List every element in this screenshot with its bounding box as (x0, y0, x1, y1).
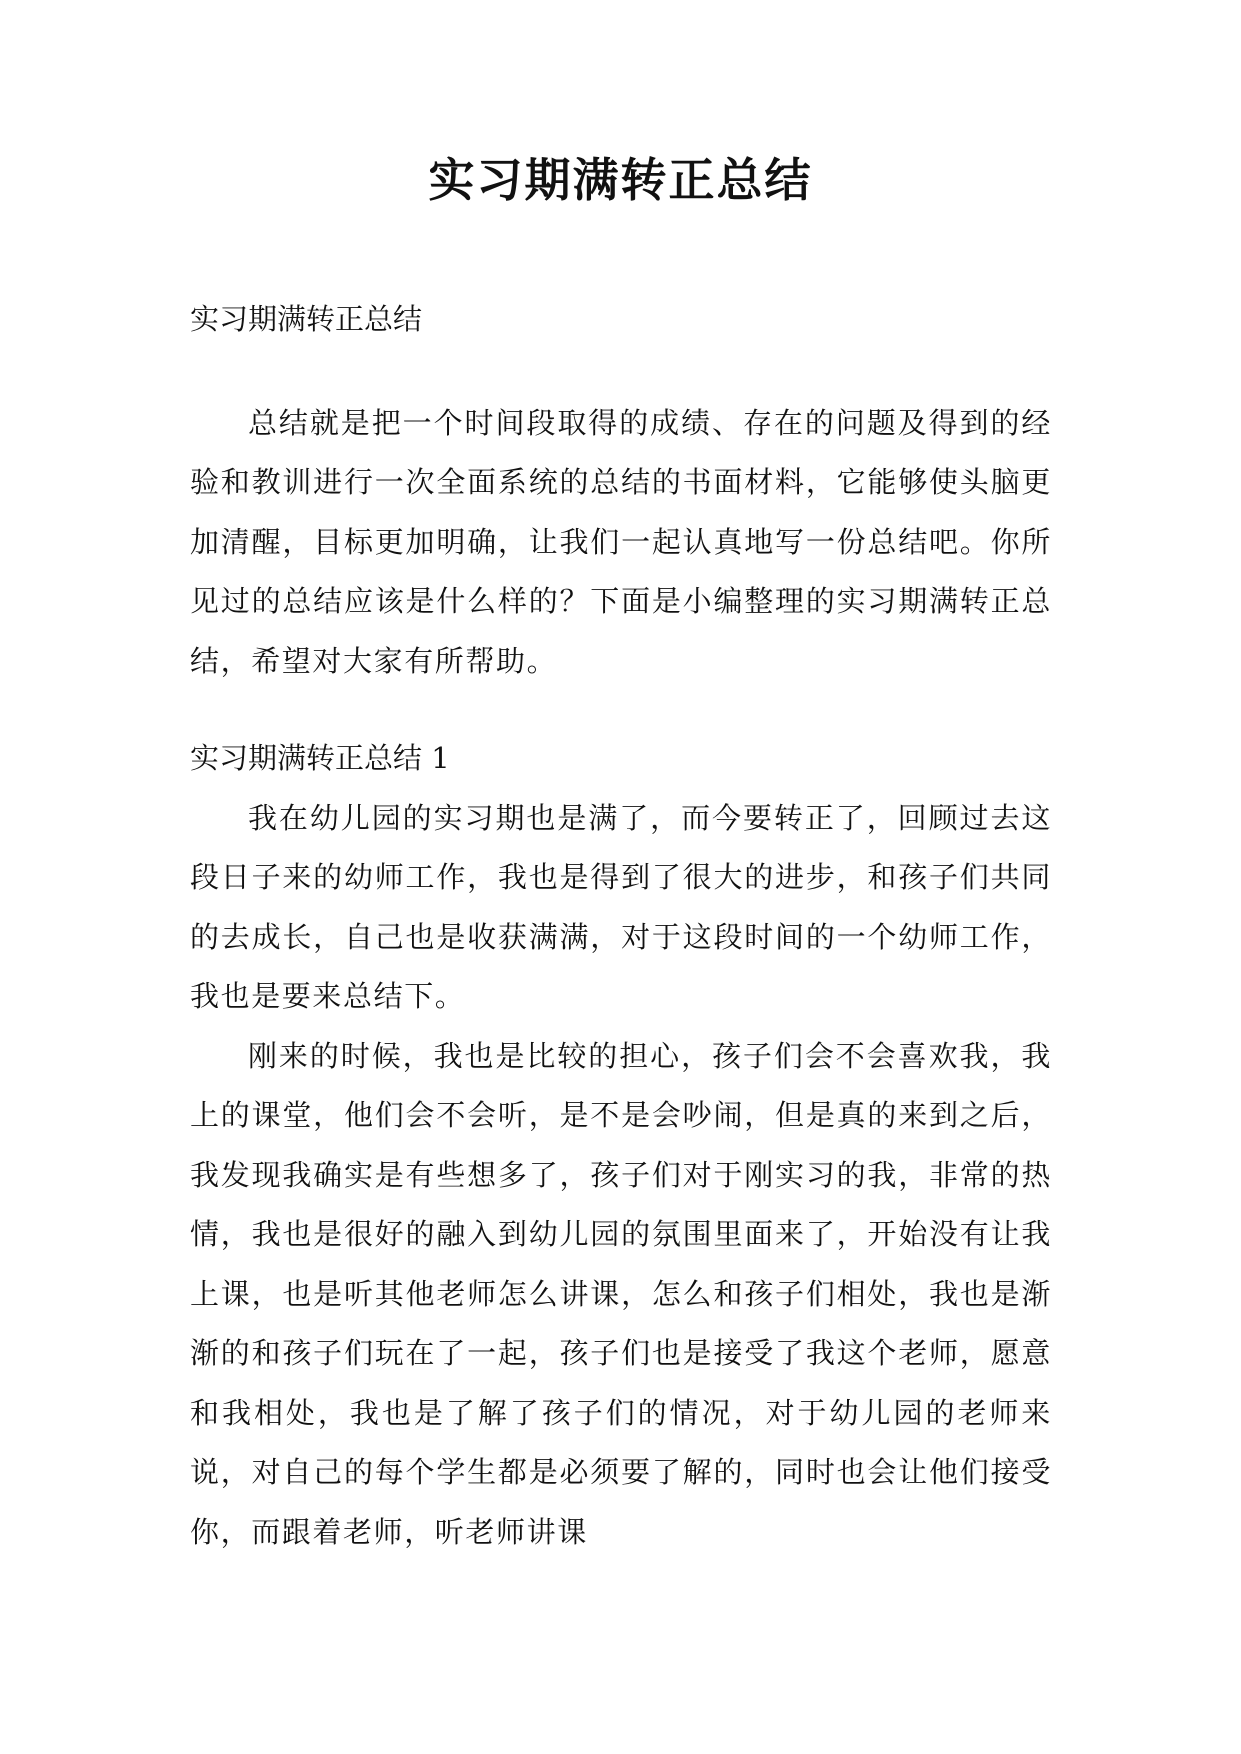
intro-paragraph: 总结就是把一个时间段取得的成绩、存在的问题及得到的经验和教训进行一次全面系统的总结的书面材料，它能够使头脑更加清醒，目标更加明确，让我们一起认真地写一份总结吧。你所见过的总结应该是什么样的？下面是小编整理的实习期满转正总结，希望对大家有所帮助。 (190, 405, 1052, 678)
document-body (190, 290, 1052, 1562)
section-heading: 实习期满转正总结 1 (190, 741, 450, 775)
body-paragraph-1: 我在幼儿园的实习期也是满了，而今要转正了，回顾过去这段日子来的幼师工作，我也是得到了很大的进步，和孩子们共同的去成长，自己也是收获满满，对于这段时间的一个幼师工作，我也是要来总结下。 (190, 800, 1052, 1013)
body-paragraph-2: 刚来的时候，我也是比较的担心，孩子们会不会喜欢我，我上的课堂，他们会不会听，是不是会吵闹，但是真的来到之后，我发现我确实是有些想多了，孩子们对于刚实习的我，非常的热情，我也是很好的融入到幼儿园的氛围里面来了，开始没有让我上课，也是听其他老师怎么讲课，怎么和孩子们相处，我也是渐渐的和孩子们玩在了一起，孩子们也是接受了我这个老师，愿意和我相处，我也是了解了孩子们的情况，对于幼儿园的老师来说，对自己的每个学生都是必须要了解的，同时也会让他们接受你，而跟着老师，听老师讲课 (190, 1038, 1052, 1549)
document-title: 实习期满转正总结 (428, 153, 813, 207)
document-subtitle: 实习期满转正总结 (190, 302, 423, 336)
